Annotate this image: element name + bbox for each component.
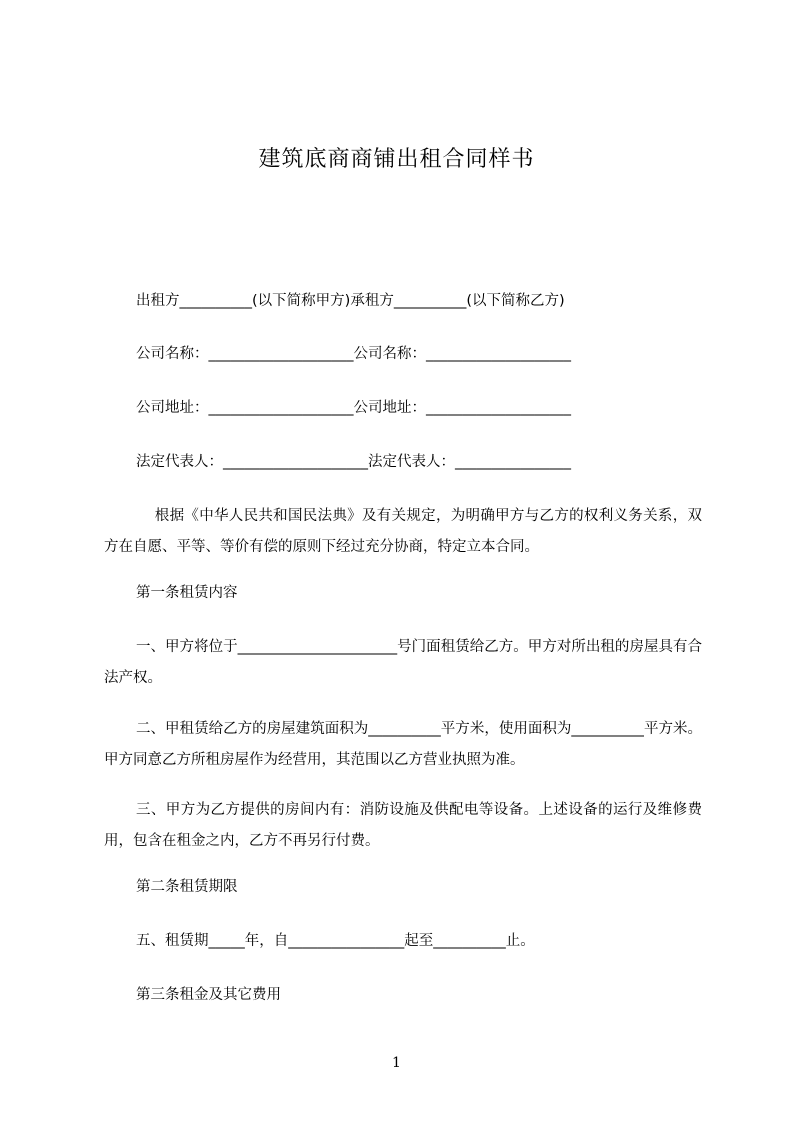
article-1-heading: 第一条租赁内容 — [136, 585, 238, 601]
article-1-item-3: 三、甲方为乙方提供的房间内有：消防设施及供配电等设备。上述设备的运行及维修费用，包含在租金之内，乙方不再另行付费。 — [104, 802, 702, 849]
company-address-line: 公司地址：____________________公司地址：____________________ — [136, 400, 571, 416]
article-3-heading: 第三条租金及其它费用 — [136, 987, 281, 1003]
article-2-heading: 第二条租赁期限 — [136, 879, 238, 895]
article-1-item-1: 一、甲方将位于______________________号门面租赁给乙方。甲方对所出租的房屋具有合法产权。 — [104, 639, 702, 686]
company-name-line: 公司名称：____________________公司名称：____________________ — [136, 346, 571, 362]
article-1-item-2: 二、甲租赁给乙方的房屋建筑面积为__________平方米，使用面积为__________平方米。甲方同意乙方所租房屋作为经营用，其范围以乙方营业执照为准。 — [104, 721, 702, 768]
article-2-item-5: 五、租赁期_____年，自________________起至__________止。 — [136, 933, 535, 949]
document-title: 建筑底商商铺出租合同样书 — [258, 147, 535, 172]
parties-line: 出租方__________(以下简称甲方)承租方__________(以下简称乙方) — [136, 293, 565, 309]
legal-representative-line: 法定代表人：____________________法定代表人：________________ — [136, 454, 571, 470]
page-number: 1 — [392, 1055, 401, 1071]
preamble-paragraph: 根据《中华人民共和国民法典》及有关规定，为明确甲方与乙方的权利义务关系，双方在自愿、平等、等价有偿的原则下经过充分协商，特定立本合同。 — [104, 508, 702, 555]
